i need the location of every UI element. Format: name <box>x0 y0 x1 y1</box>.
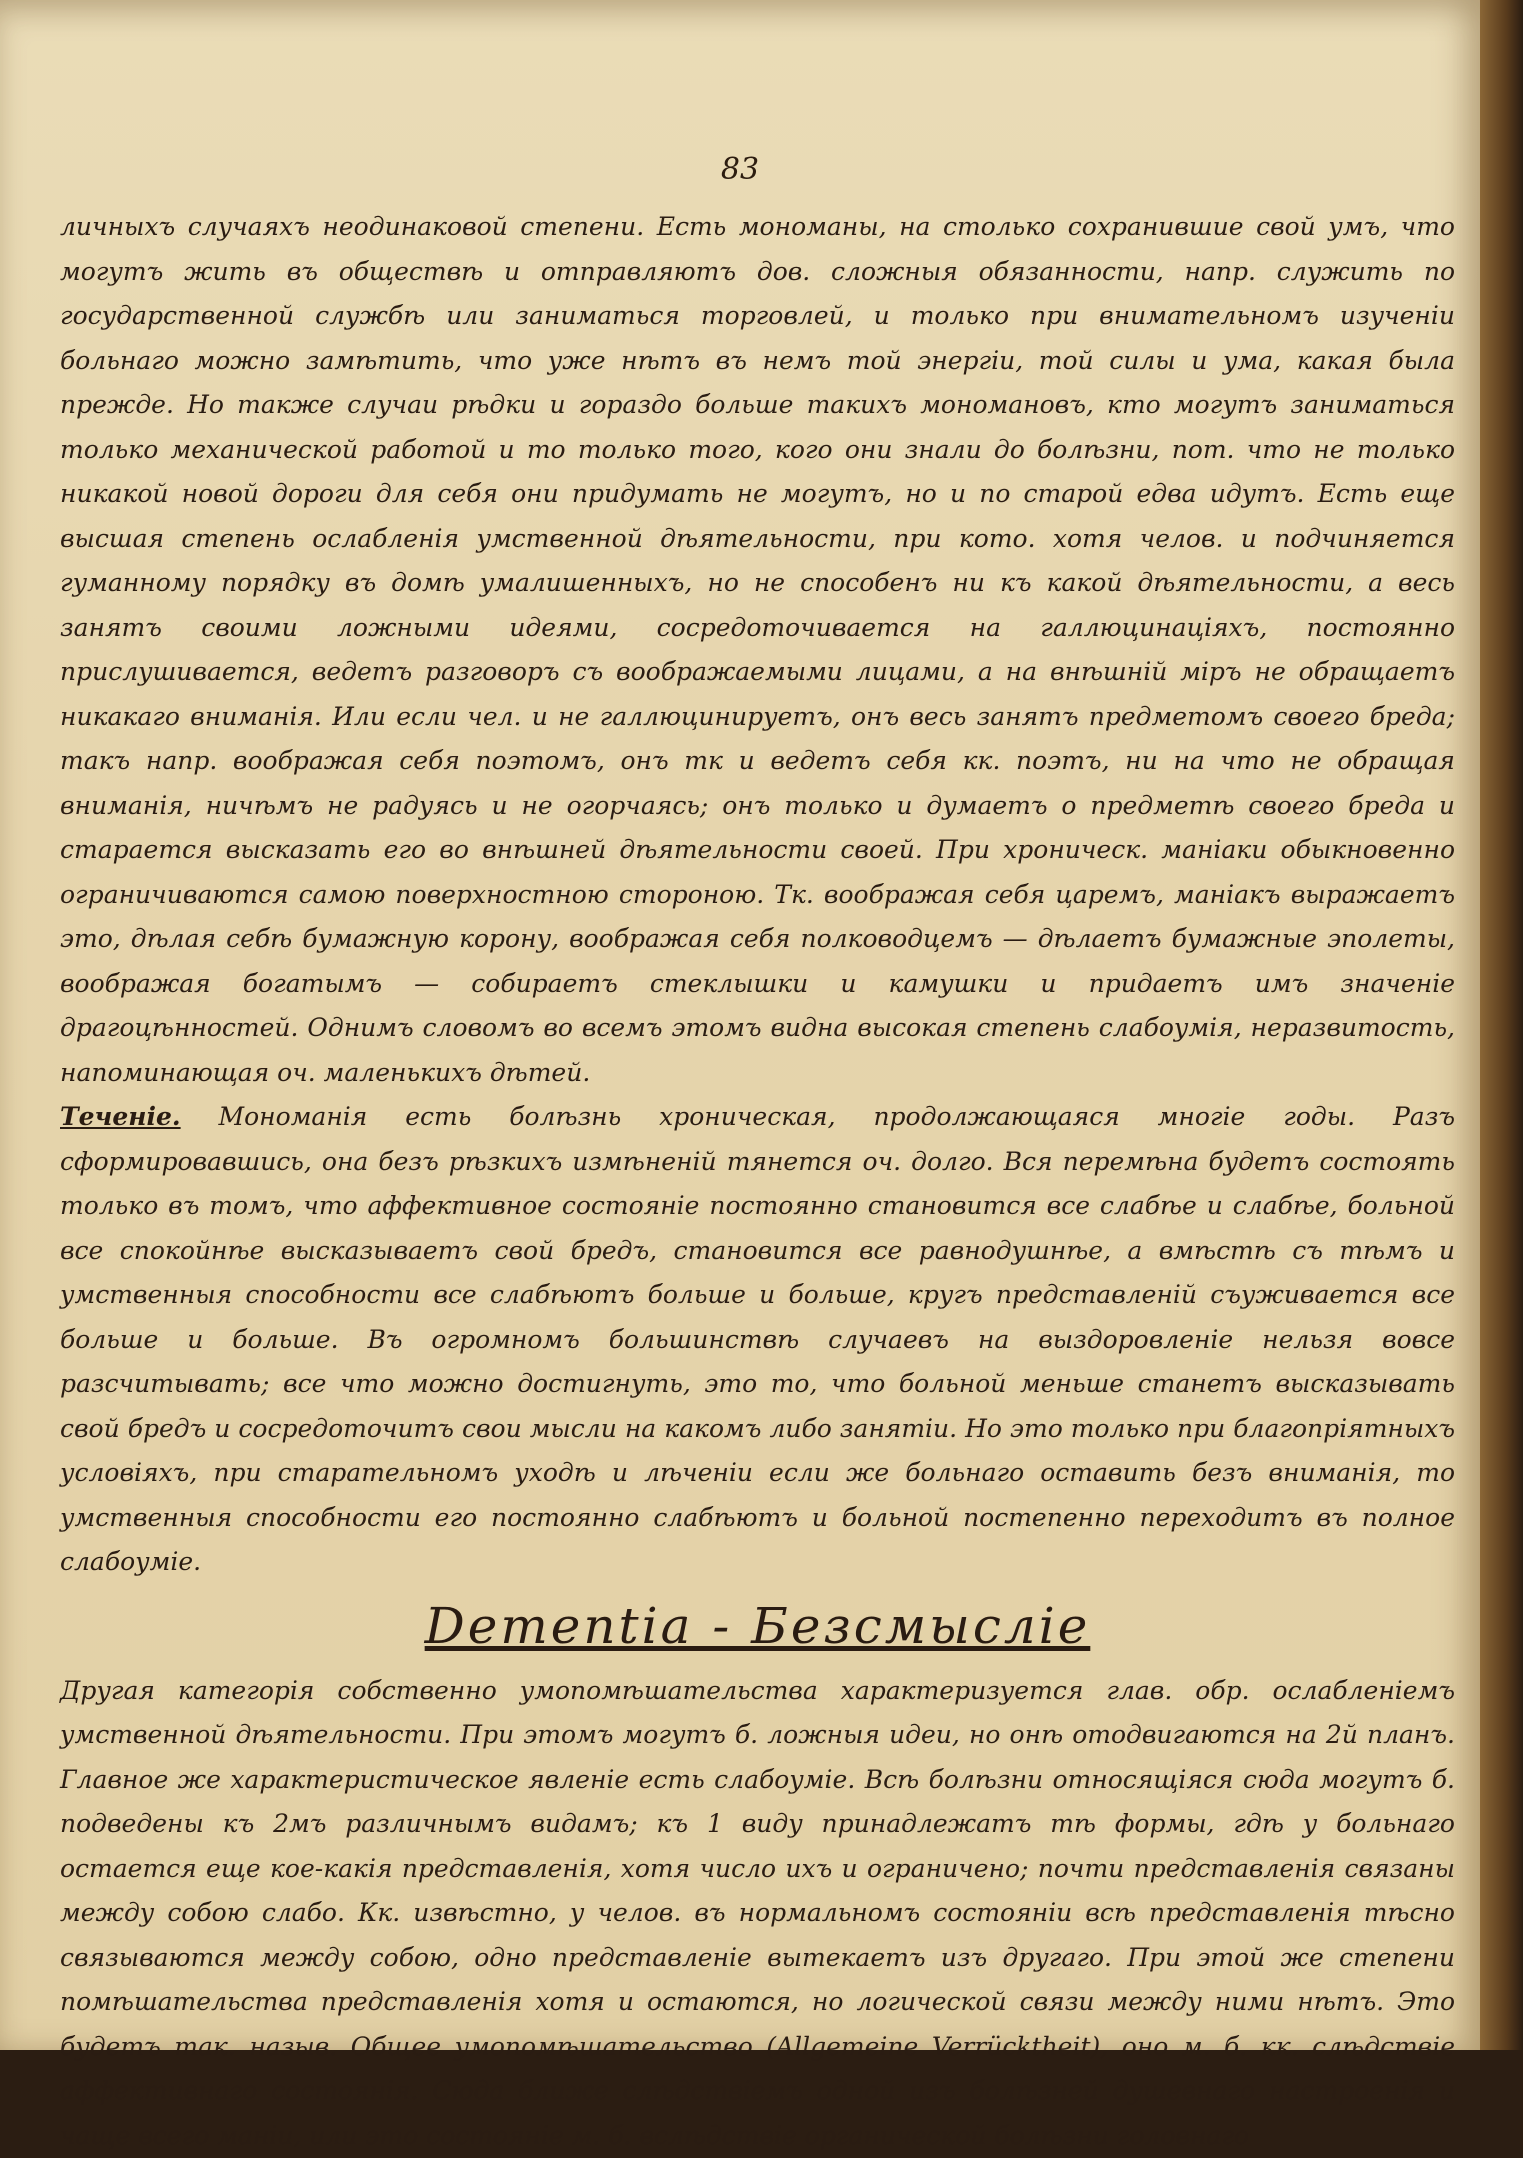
paragraph-course <box>60 1095 1455 1585</box>
paragraph-monomania-degrees: личныхъ случаяхъ неодинаковой степени. Есть мономаны, на столько сохранившие свой умъ, что могутъ жить въ обществѣ и отправляютъ дов. сложныя обязанности, напр. служить по государственной службѣ или заниматься торговлей, и только при внимательномъ изученіи больнаго можно замѣтить, что уже нѣтъ въ немъ той энергіи, той силы и ума, какая была прежде. Но также случаи рѣдки и гораздо больше такихъ мономановъ, кто могутъ заниматься только механической работой и то только того, кого они знали до болѣзни, пот. что не только никакой новой дороги для себя они придумать не могутъ, но и по старой едва идутъ. Есть еще высшая степень ослабленія умственной дѣятельности, при кото. хотя челов. и подчиняется гуманному порядку въ домѣ умалишенныхъ, но не способенъ ни къ какой дѣятельности, а весь занятъ своими ложными идеями, сосредоточивается на галлюцинаціяхъ, постоянно прислушивается, ведетъ разговоръ съ воображаемыми лицами, а на внѣшній міръ не обращаетъ никакаго вниманія. Или если чел. и не галлюцинируетъ, онъ весь занятъ предметомъ своего бреда; такъ напр. воображая себя поэтомъ, онъ тк и ведетъ себя кк. поэтъ, ни на что не обращая вниманія, ничѣмъ не радуясь и не огорчаясь; онъ только и думаетъ о предметѣ своего бреда и старается высказать его во внѣшней дѣятельности своей. При хроническ. маніаки обыкновенно ограничиваются самою поверхностною стороною. Тк. воображая себя царемъ, маніакъ выражаетъ это, дѣлая себѣ бумажную корону, воображая себя полководцемъ — дѣлаетъ бумажные эполеты, воображая богатымъ — собираетъ стеклышки и камушки и придаетъ имъ значеніе драгоцѣнностей. Однимъ словомъ во всемъ этомъ видна высокая степень слабоумія, неразвитость, напоминающая оч. маленькихъ дѣтей. <box>60 205 1455 1095</box>
book-page-edge <box>1480 0 1523 2050</box>
paragraph-course-text: Мономанія есть болѣзнь хроническая, продолжающаяся многіе годы. Разъ сформировавшись, она безъ рѣзкихъ измѣненій тянется оч. долго. Вся перемѣна будетъ состоять только въ томъ, что аффективное состояніе постоянно становится все слабѣе и слабѣе, больной все спокойнѣе высказываетъ свой бредъ, становится все равнодушнѣе, а вмѣстѣ съ тѣмъ и умственныя способности все слабѣютъ больше и больше, кругъ представленій съуживается все больше и больше. Въ огромномъ большинствѣ случаевъ на выздоровленіе нельзя вовсе разсчитывать; все что можно достигнуть, это то, что больной меньше станетъ высказывать свой бредъ и сосредоточитъ свои мысли на какомъ либо занятіи. Но это только при благопріятныхъ условіяхъ, при старательномъ уходѣ и лѣченіи если же больнаго оставить безъ вниманія, то умственныя способности его постоянно слабѣютъ и больной постепенно переходитъ въ полное слабоуміе. <box>60 1102 1455 1576</box>
page-number: 83 <box>0 152 1480 187</box>
section-heading-dementia: Dementia - Безсмысліе <box>60 1591 1455 1661</box>
handwritten-text-block <box>60 205 1455 2158</box>
section-label-course: Теченіе. <box>60 1102 181 1131</box>
bleed-through-text <box>540 60 1440 130</box>
paragraph-dementia: Другая категорія собственно умопомѣшательства характеризуется глав. обр. ослабленіемъ умственной дѣятельности. При этомъ могутъ б. ложныя идеи, но онѣ отодвигаются на 2й планъ. Главное же характеристическое явленіе есть слабоуміе. Всѣ болѣзни относящіяся сюда могутъ б. подведены къ 2мъ различнымъ видамъ; къ 1 виду принадлежатъ тѣ формы, гдѣ у больнаго остается еще кое-какія представленія, хотя число ихъ и ограничено; почти представленія связаны между собою слабо. Кк. извѣстно, у челов. въ нормальномъ состояніи всѣ представленія тѣсно связываются между собою, одно представленіе вытекаетъ изъ другаго. При этой же степени помѣшательства представленія хотя и остаются, но логической связи между ними нѣтъ. Это будетъ так. назыв. Общее умопомѣшательство (Allgemeine Verrücktheit), оно м. б. кк. слѣдствіе аффективнаго состоянія. Сюда ближе слѣдствіемъ одной изъ болѣзней душевнаго настроенія и чаще всего маніи, или это состояніе м. б. вслѣдствіе органической болѣзни головнаго <box>60 1669 1455 2158</box>
